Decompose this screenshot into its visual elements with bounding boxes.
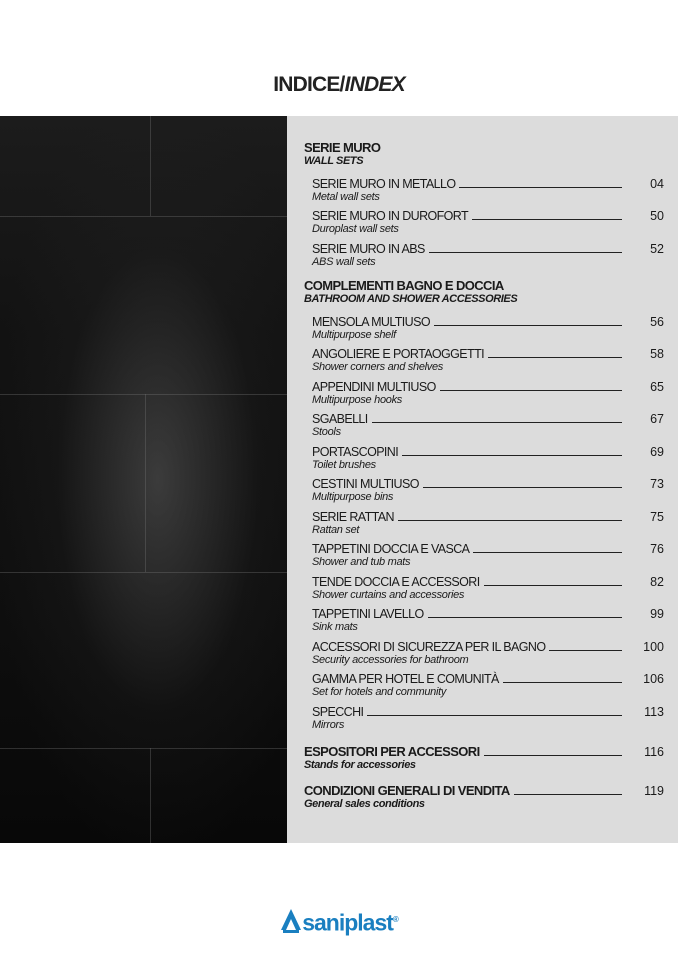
entry-subtitle: Duroplast wall sets — [312, 223, 399, 235]
entry-subtitle: Mirrors — [312, 719, 345, 731]
entry-title: SERIE RATTAN — [312, 510, 394, 524]
index-entry[interactable] — [312, 445, 664, 472]
section-subtitle: BATHROOM AND SHOWER ACCESSORIES — [304, 293, 518, 305]
section-condizioni[interactable] — [304, 783, 664, 811]
saniplast-mark-icon — [280, 908, 302, 934]
entry-title: TAPPETINI DOCCIA E VASCA — [312, 542, 470, 556]
index-entry[interactable] — [312, 380, 664, 407]
index-entry[interactable] — [312, 607, 664, 634]
entry-page: 106 — [643, 672, 664, 686]
brand-name: saniplast® — [302, 909, 398, 936]
index-entry[interactable] — [312, 412, 664, 439]
entry-subtitle: Toilet brushes — [312, 459, 376, 471]
section-title: SERIE MURO — [304, 140, 381, 155]
entry-subtitle: Metal wall sets — [312, 191, 380, 203]
entry-title: APPENDINI MULTIUSO — [312, 380, 436, 394]
index-entry[interactable] — [312, 575, 664, 602]
entry-subtitle: ABS wall sets — [312, 256, 376, 268]
section-subtitle: WALL SETS — [304, 155, 364, 167]
index-panel — [287, 116, 678, 843]
entry-title: ANGOLIERE E PORTAOGGETTI — [312, 347, 484, 361]
entry-title: CESTINI MULTIUSO — [312, 477, 419, 491]
leader-line — [367, 715, 622, 716]
section-subtitle: General sales conditions — [304, 798, 425, 810]
leader-line — [473, 552, 622, 553]
entry-subtitle: Shower corners and shelves — [312, 361, 443, 373]
leader-line — [372, 422, 622, 423]
leader-line — [459, 187, 622, 188]
entry-page: 113 — [644, 705, 664, 719]
brand-logo — [0, 908, 678, 939]
index-entry[interactable] — [312, 242, 664, 269]
entry-title: GAMMA PER HOTEL E COMUNITÀ — [312, 672, 499, 686]
entry-title: SERIE MURO IN METALLO — [312, 177, 456, 191]
leader-line — [484, 755, 622, 756]
index-entry[interactable] — [312, 347, 664, 374]
leader-line — [402, 455, 622, 456]
entry-page: 119 — [644, 784, 664, 798]
entry-subtitle: Stools — [312, 426, 341, 438]
section-title: COMPLEMENTI BAGNO E DOCCIA — [304, 278, 504, 293]
entry-page: 67 — [650, 412, 664, 426]
entry-page: 65 — [650, 380, 664, 394]
entry-page: 52 — [650, 242, 664, 256]
section-complementi — [304, 278, 674, 306]
entry-subtitle: Shower and tub mats — [312, 556, 411, 568]
entry-subtitle: Set for hotels and community — [312, 686, 447, 698]
entry-title: TAPPETINI LAVELLO — [312, 607, 424, 621]
entry-subtitle: Rattan set — [312, 524, 360, 536]
index-entry[interactable] — [312, 209, 664, 236]
page-title — [0, 73, 678, 97]
section-title: CONDIZIONI GENERALI DI VENDITA — [304, 783, 510, 798]
entry-page: 56 — [650, 315, 664, 329]
entry-subtitle: Multipurpose hooks — [312, 394, 402, 406]
section-espositori[interactable] — [304, 744, 664, 772]
entry-page: 75 — [650, 510, 664, 524]
entry-page: 99 — [650, 607, 664, 621]
index-entry[interactable] — [312, 542, 664, 569]
index-entry[interactable] — [312, 315, 664, 342]
leader-line — [484, 585, 622, 586]
entry-title: SPECCHI — [312, 705, 364, 719]
index-entry[interactable] — [312, 477, 664, 504]
decorative-tile-panel — [0, 116, 287, 843]
entry-subtitle: Shower curtains and accessories — [312, 589, 465, 601]
index-entry[interactable] — [312, 705, 664, 732]
entry-page: 04 — [650, 177, 664, 191]
entry-page: 76 — [650, 542, 664, 556]
leader-line — [488, 357, 622, 358]
index-entry[interactable] — [312, 177, 664, 204]
entry-title: MENSOLA MULTIUSO — [312, 315, 430, 329]
leader-line — [398, 520, 622, 521]
section-subtitle: Stands for accessories — [304, 759, 416, 771]
leader-line — [549, 650, 622, 651]
leader-line — [472, 219, 622, 220]
index-entry[interactable] — [312, 640, 664, 667]
leader-line — [423, 487, 622, 488]
entry-subtitle: Security accessories for bathroom — [312, 654, 469, 666]
entry-page: 50 — [650, 209, 664, 223]
section-serie-muro — [304, 140, 674, 168]
section-title: ESPOSITORI PER ACCESSORI — [304, 744, 480, 759]
entry-subtitle: Multipurpose shelf — [312, 329, 396, 341]
entry-page: 69 — [650, 445, 664, 459]
leader-line — [440, 390, 622, 391]
entry-page: 100 — [643, 640, 664, 654]
entry-page: 58 — [650, 347, 664, 361]
entry-title: TENDE DOCCIA E ACCESSORI — [312, 575, 480, 589]
entry-page: 73 — [650, 477, 664, 491]
entry-subtitle: Multipurpose bins — [312, 491, 394, 503]
entry-title: PORTASCOPINI — [312, 445, 399, 459]
leader-line — [514, 794, 622, 795]
index-entry[interactable] — [312, 510, 664, 537]
entry-title: SGABELLI — [312, 412, 368, 426]
title-italian: INDICE/ — [273, 73, 345, 96]
entry-subtitle: Sink mats — [312, 621, 358, 633]
entry-title: SERIE MURO IN ABS — [312, 242, 425, 256]
title-english: INDEX — [344, 73, 405, 96]
entry-page: 82 — [650, 575, 664, 589]
entry-title: ACCESSORI DI SICUREZZA PER IL BAGNO — [312, 640, 546, 654]
entry-title: SERIE MURO IN DUROFORT — [312, 209, 469, 223]
leader-line — [429, 252, 622, 253]
index-entry[interactable] — [312, 672, 664, 699]
leader-line — [503, 682, 622, 683]
entry-page: 116 — [644, 745, 664, 759]
leader-line — [434, 325, 622, 326]
leader-line — [428, 617, 622, 618]
